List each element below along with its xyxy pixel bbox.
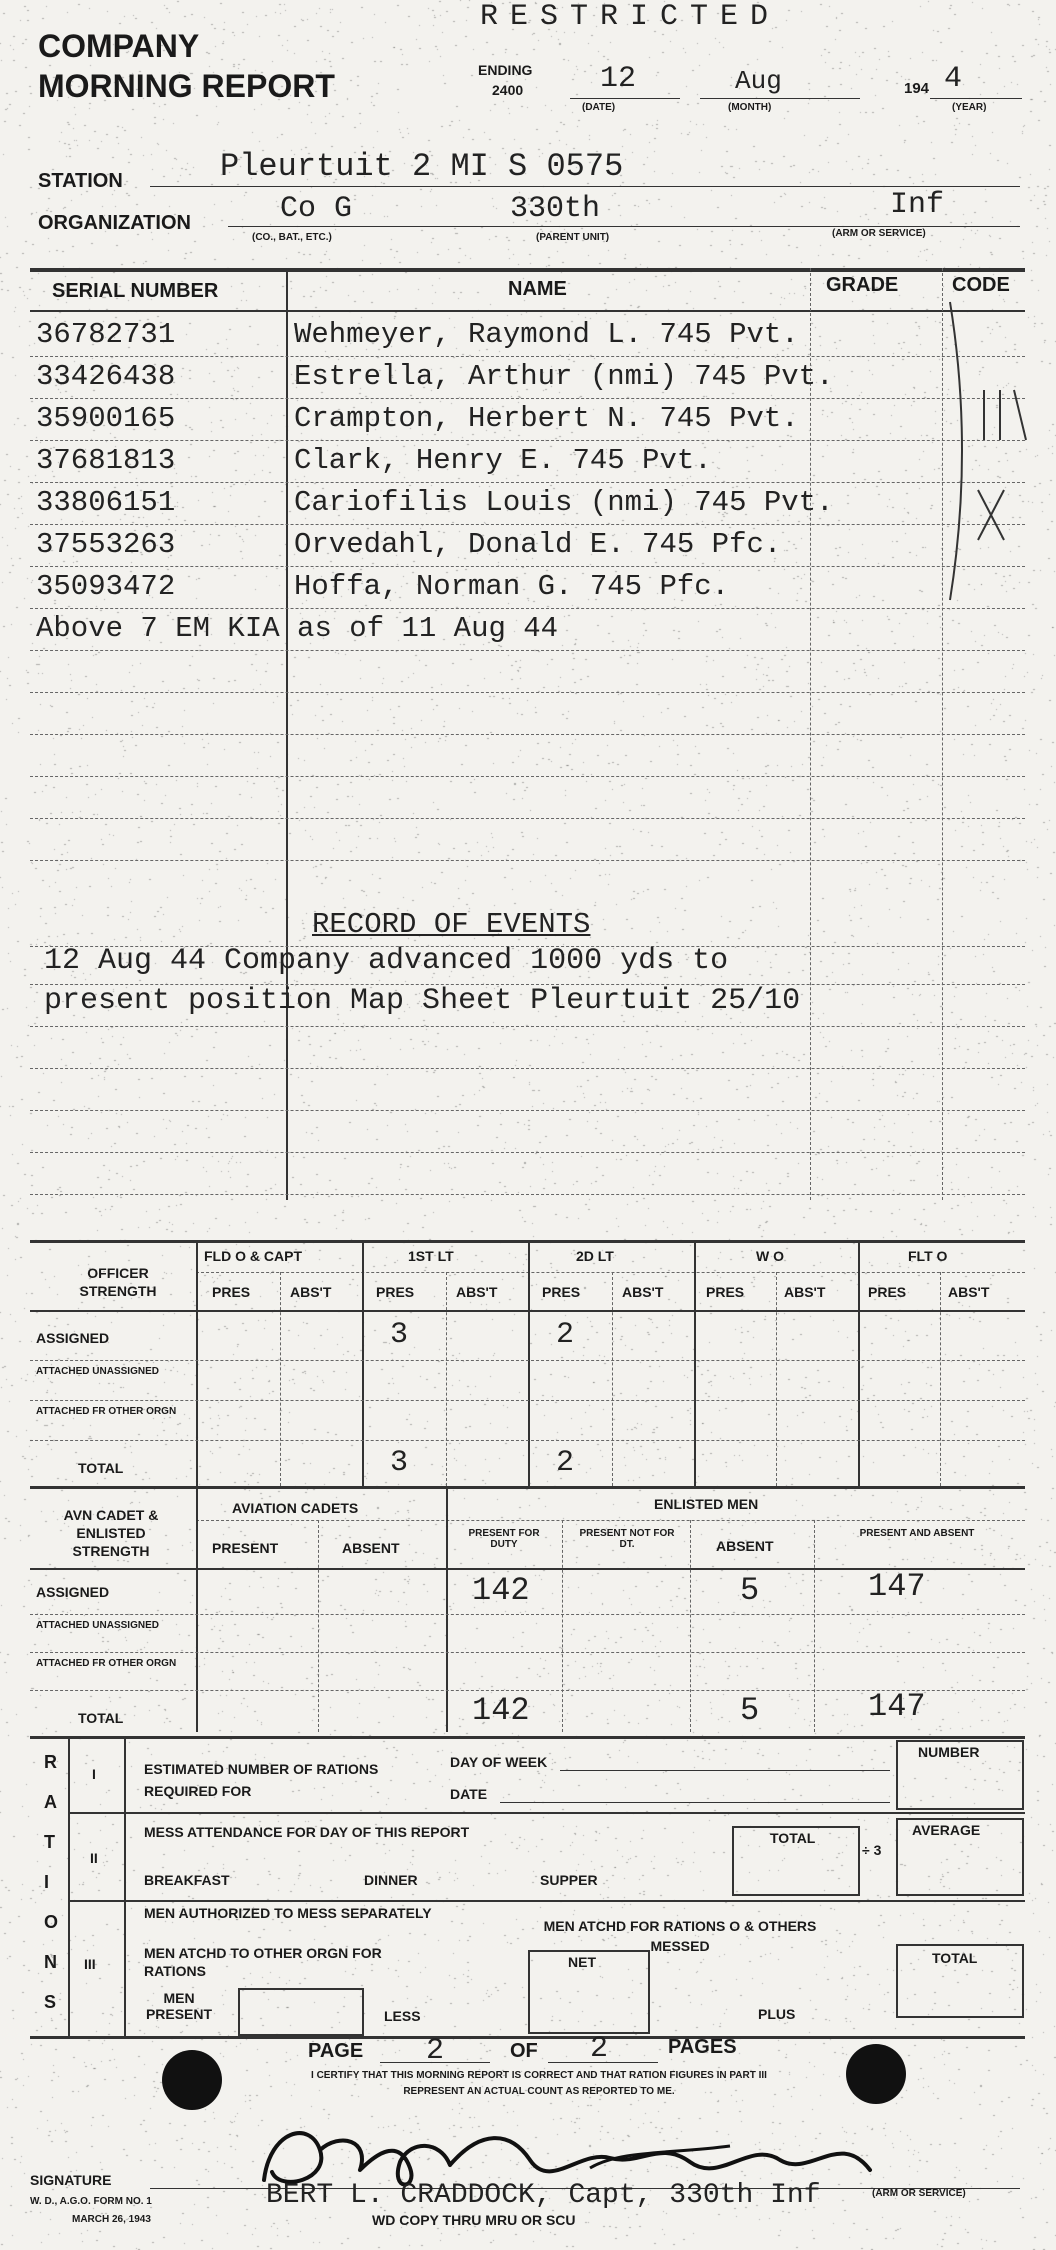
- group-w-o: W O: [756, 1248, 784, 1264]
- average-label: AVERAGE: [912, 1822, 981, 1838]
- men-atchd-other-label: MEN ATCHD TO OTHER ORGN FOR RATIONS: [144, 1945, 382, 1979]
- enlisted-total-present-duty: 142: [472, 1692, 530, 1729]
- enlisted-assigned-absent: 5: [740, 1572, 760, 1609]
- col-cadet-absent: ABSENT: [342, 1540, 400, 1556]
- officer-row-total: TOTAL: [78, 1460, 124, 1476]
- group-1st-lt: 1ST LT: [408, 1248, 454, 1264]
- officer-assigned-1st-lt: 3: [390, 1318, 409, 1352]
- form-date: MARCH 26, 1943: [72, 2214, 151, 2225]
- wd-copy-note: WD COPY THRU MRU OR SCU: [372, 2212, 576, 2228]
- enlisted-strength-label: AVN CADET & ENLISTED STRENGTH: [63, 1507, 159, 1559]
- aviation-cadets-header: AVIATION CADETS: [232, 1500, 359, 1516]
- organization-arm: Inf: [890, 188, 945, 222]
- enlisted-men-header: ENLISTED MEN: [654, 1496, 759, 1512]
- parent-caption: (PARENT UNIT): [536, 232, 610, 243]
- col-abst-5: ABS'T: [948, 1284, 990, 1300]
- plus-label: PLUS: [758, 2006, 796, 2022]
- mess-total-label: TOTAL: [770, 1830, 816, 1846]
- punch-hole-left: [162, 2050, 222, 2110]
- form-number: W. D., A.G.O. FORM NO. 1: [30, 2196, 152, 2207]
- enlisted-row-attached-unassigned: ATTACHED UNASSIGNED: [36, 1620, 159, 1631]
- roster-entry-4: Clark, Henry E. 745 Pvt.: [294, 444, 712, 477]
- punch-hole-right: [846, 2044, 906, 2104]
- col-present-for-duty: PRESENT FOR DUTY: [468, 1528, 540, 1550]
- ending-label: ENDING: [478, 62, 533, 78]
- supper-label: SUPPER: [540, 1872, 598, 1888]
- group-fld-o-capt: FLD O & CAPT: [204, 1248, 302, 1264]
- col-enlisted-absent: ABSENT: [716, 1538, 774, 1554]
- divide-by-three: ÷ 3: [862, 1842, 882, 1858]
- net-label: NET: [568, 1954, 596, 1970]
- roster-entry-7: Hoffa, Norman G. 745 Pfc.: [294, 570, 730, 603]
- number-label: NUMBER: [918, 1744, 980, 1760]
- day-of-week-label: DAY OF WEEK: [450, 1754, 548, 1770]
- rations-part-3: III: [84, 1956, 96, 1972]
- col-pres-4: PRES: [706, 1284, 745, 1300]
- station-value: Pleurtuit 2 MI S 0575: [220, 148, 624, 185]
- officer-assigned-2d-lt: 2: [556, 1318, 575, 1352]
- rations-letter-n: N: [44, 1952, 57, 1972]
- organization-label: ORGANIZATION: [38, 212, 191, 234]
- date-label: DATE: [450, 1786, 488, 1802]
- report-day: 12: [600, 62, 637, 96]
- pages-label: PAGES: [668, 2036, 737, 2058]
- code-header: CODE: [952, 274, 1010, 296]
- code-mark: [990, 200, 1008, 211]
- breakfast-label: BREAKFAST: [144, 1872, 230, 1888]
- roster-entry-1: Wehmeyer, Raymond L. 745 Pvt.: [294, 318, 799, 351]
- enlisted-row-total: TOTAL: [78, 1710, 124, 1726]
- men-present-label: MEN PRESENT: [145, 1990, 213, 2022]
- record-line-2: present position Map Sheet Pleurtuit 25/10: [44, 984, 801, 1018]
- roster-serial-5: 33806151: [36, 486, 176, 519]
- roster-entry-2: Estrella, Arthur (nmi) 745 Pvt.: [294, 360, 834, 393]
- roster-entry-3: Crampton, Herbert N. 745 Pvt.: [294, 402, 799, 435]
- page-label: PAGE: [308, 2040, 364, 2062]
- name-header: NAME: [508, 278, 567, 300]
- enlisted-row-attached-fr-other: ATTACHED FR OTHER ORGN: [36, 1658, 177, 1669]
- officer-row-attached-fr-other: ATTACHED FR OTHER ORGN: [36, 1406, 177, 1417]
- rations-part-2: II: [90, 1850, 98, 1866]
- officer-row-attached-unassigned: ATTACHED UNASSIGNED: [36, 1366, 159, 1377]
- rations-letter-i: I: [44, 1872, 50, 1892]
- signer-caption: (ARM OR SERVICE): [872, 2188, 966, 2199]
- organization-parent: 330th: [510, 192, 601, 226]
- rations-letter-t: T: [44, 1832, 55, 1852]
- rations-letter-s: S: [44, 1992, 57, 2012]
- company-caption: (CO., BAT., ETC.): [252, 232, 332, 243]
- signature-label: SIGNATURE: [30, 2172, 112, 2188]
- pages-total: 2: [590, 2032, 609, 2066]
- year-digit: 4: [944, 62, 963, 96]
- rations-letter-o: O: [44, 1912, 59, 1932]
- men-present-box: [238, 1988, 364, 2036]
- certification-text: I CERTIFY THAT THIS MORNING REPORT IS CORRECT AND THAT RATION FIGURES IN PART III REPRESENT AN ACTUAL COUNT AS REPORTED TO ME.: [311, 2070, 767, 2097]
- group-flt-o: FLT O: [908, 1248, 948, 1264]
- roster-serial-4: 37681813: [36, 444, 176, 477]
- mess-attendance-label: MESS ATTENDANCE FOR DAY OF THIS REPORT: [144, 1824, 470, 1840]
- roster-note: Above 7 EM KIA as of 11 Aug 44: [36, 612, 559, 645]
- col-abst-2: ABS'T: [456, 1284, 498, 1300]
- enlisted-assigned-present-duty: 142: [472, 1572, 530, 1609]
- form-title-line-1: COMPANY: [38, 28, 200, 64]
- officer-total-1st-lt: 3: [390, 1446, 409, 1480]
- rations-letter-a: A: [44, 1792, 57, 1812]
- estimated-rations-label: ESTIMATED NUMBER OF RATIONS REQUIRED FOR: [144, 1761, 379, 1799]
- of-label: OF: [510, 2040, 538, 2062]
- dinner-label: DINNER: [364, 1872, 418, 1888]
- signer-name: BERT L. CRADDOCK, Capt, 330th Inf: [266, 2180, 821, 2211]
- restricted-stamp: RESTRICTED: [480, 0, 781, 34]
- roster-serial-6: 37553263: [36, 528, 176, 561]
- col-cadet-present: PRESENT: [212, 1540, 279, 1556]
- col-abst-1: ABS'T: [290, 1284, 332, 1300]
- col-pres-2: PRES: [376, 1284, 415, 1300]
- col-present-not-for-duty: PRESENT NOT FOR DT.: [579, 1528, 675, 1550]
- code-bracket-mark: [940, 300, 1030, 610]
- col-present-and-absent: PRESENT AND ABSENT: [859, 1528, 975, 1539]
- year-prefix: 194: [904, 80, 930, 97]
- col-abst-3: ABS'T: [622, 1284, 664, 1300]
- rations-part-1: I: [92, 1766, 96, 1782]
- enlisted-assigned-total: 147: [868, 1568, 926, 1605]
- men-atchd-for-rations-label: MEN ATCHD FOR RATIONS O & OTHERS MESSED: [543, 1918, 817, 1954]
- rations-letter-r: R: [44, 1752, 57, 1772]
- less-label: LESS: [384, 2008, 421, 2024]
- roster-entry-6: Orvedahl, Donald E. 745 Pfc.: [294, 528, 782, 561]
- report-month: Aug: [735, 66, 782, 96]
- col-pres-5: PRES: [868, 1284, 907, 1300]
- roster-serial-2: 33426438: [36, 360, 176, 393]
- enlisted-row-assigned: ASSIGNED: [36, 1584, 110, 1600]
- ending-time: 2400: [492, 82, 524, 98]
- col-pres-3: PRES: [542, 1284, 581, 1300]
- record-line-1: 12 Aug 44 Company advanced 1000 yds to: [44, 944, 729, 978]
- arm-caption: (ARM OR SERVICE): [832, 228, 926, 239]
- month-caption: (MONTH): [728, 102, 772, 113]
- enlisted-total-total: 147: [868, 1688, 926, 1725]
- rations-total-label: TOTAL: [932, 1950, 978, 1966]
- roster-serial-7: 35093472: [36, 570, 176, 603]
- roster-serial-1: 36782731: [36, 318, 176, 351]
- group-2d-lt: 2D LT: [576, 1248, 614, 1264]
- record-of-events-title: RECORD OF EVENTS: [312, 908, 591, 941]
- enlisted-total-absent: 5: [740, 1692, 760, 1729]
- station-label: STATION: [38, 170, 123, 192]
- form-title-line-2: MORNING REPORT: [38, 68, 335, 104]
- col-pres-1: PRES: [212, 1284, 251, 1300]
- day-caption: (DATE): [582, 102, 616, 113]
- organization-company: Co G: [280, 192, 353, 226]
- page-number: 2: [426, 2034, 445, 2068]
- col-abst-4: ABS'T: [784, 1284, 826, 1300]
- officer-strength-label: OFFICER STRENGTH: [79, 1265, 157, 1299]
- roster-serial-3: 35900165: [36, 402, 176, 435]
- grade-header: GRADE: [826, 274, 899, 296]
- officer-total-2d-lt: 2: [556, 1446, 575, 1480]
- men-authorized-label: MEN AUTHORIZED TO MESS SEPARATELY: [144, 1905, 432, 1921]
- serial-header: SERIAL NUMBER: [52, 280, 219, 302]
- roster-entry-5: Cariofilis Louis (nmi) 745 Pvt.: [294, 486, 834, 519]
- year-caption: (YEAR): [952, 102, 987, 113]
- officer-row-assigned: ASSIGNED: [36, 1330, 110, 1346]
